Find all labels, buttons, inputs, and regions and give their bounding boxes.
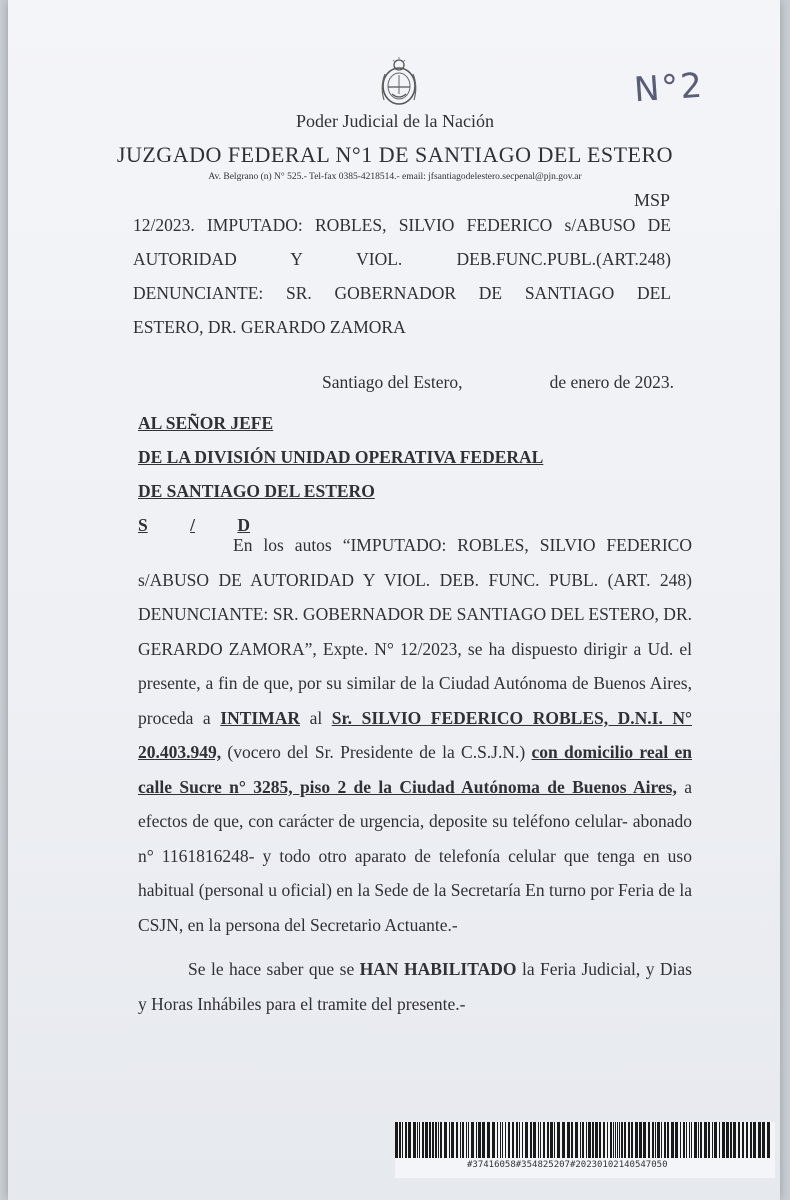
barcode-bar bbox=[648, 1122, 650, 1158]
barcode-bar bbox=[399, 1122, 401, 1158]
barcode-bar bbox=[667, 1122, 669, 1158]
barcode-bar bbox=[610, 1122, 612, 1158]
barcode-bar bbox=[592, 1122, 594, 1158]
barcode-bar bbox=[738, 1122, 740, 1158]
barcode-bar bbox=[671, 1122, 674, 1158]
barcode-bar bbox=[425, 1122, 428, 1158]
barcode-bar bbox=[419, 1122, 420, 1158]
barcode-bar bbox=[438, 1122, 439, 1158]
barcode-bar bbox=[758, 1122, 761, 1158]
barcode-bar bbox=[704, 1122, 707, 1158]
barcode-bar bbox=[435, 1122, 437, 1158]
barcode-bar bbox=[482, 1122, 485, 1158]
sd-letter: S bbox=[138, 515, 148, 535]
court-name: JUZGADO FEDERAL N°1 DE SANTIAGO DEL ESTERO bbox=[116, 142, 674, 167]
barcode-bar bbox=[595, 1122, 598, 1158]
handwritten-note: N°2 bbox=[632, 65, 706, 111]
barcode-bar bbox=[714, 1122, 717, 1158]
barcode-bar bbox=[719, 1122, 720, 1158]
barcode-bar bbox=[580, 1122, 581, 1158]
barcode-bar bbox=[525, 1122, 528, 1158]
initials: MSP bbox=[633, 190, 670, 210]
barcode-bar bbox=[680, 1122, 681, 1158]
paragraph-text: (vocero del Sr. Presidente de la C.S.J.N.) bbox=[227, 742, 526, 762]
barcode-bar bbox=[395, 1122, 398, 1158]
barcode-bar bbox=[533, 1122, 536, 1158]
barcode-bar bbox=[726, 1122, 729, 1158]
case-line: 12/2023. IMPUTADO: ROBLES, SILVIO FEDERICO s/ABUSO DE bbox=[133, 215, 671, 235]
barcode-bar bbox=[444, 1122, 447, 1158]
paragraph-text: la Feria Judicial, y Dias y Horas Inhábiles para el tramite del presente.- bbox=[138, 959, 692, 1014]
barcode-number: #37416058#354825207#20230102140547050 bbox=[467, 1160, 668, 1170]
barcode-bar bbox=[624, 1122, 626, 1158]
barcode bbox=[395, 1122, 771, 1158]
addressee-line: AL SEÑOR JEFE bbox=[138, 413, 274, 433]
barcode-bar bbox=[643, 1122, 646, 1158]
barcode-bar bbox=[657, 1122, 660, 1158]
barcode-bar bbox=[686, 1122, 687, 1158]
barcode-bar bbox=[417, 1122, 418, 1158]
paragraph-text: al bbox=[309, 707, 323, 728]
barcode-bar bbox=[402, 1122, 403, 1158]
barcode-bar bbox=[543, 1122, 545, 1158]
date-place: Santiago del Estero, bbox=[322, 372, 463, 392]
barcode-bar bbox=[571, 1122, 573, 1158]
barcode-bar bbox=[599, 1122, 601, 1158]
barcode-bar bbox=[746, 1122, 748, 1158]
barcode-bar bbox=[478, 1122, 481, 1158]
barcode-bar bbox=[582, 1122, 584, 1158]
barcode-bar bbox=[440, 1122, 442, 1158]
barcode-bar bbox=[631, 1122, 633, 1158]
barcode-bar bbox=[554, 1122, 555, 1158]
barcode-bar bbox=[449, 1122, 450, 1158]
barcode-bar bbox=[547, 1122, 549, 1158]
barcode-bar bbox=[456, 1122, 458, 1158]
addressee-block bbox=[138, 406, 543, 542]
barcode-bar bbox=[689, 1122, 690, 1158]
paragraph-text: a efectos de que, con carácter de urgencia, deposite su teléfono celular- abonado n° 1161816248- y todo otro aparato de telefonía celular que tenga en uso habitual (personal u oficial) en la Sede de la Secretaría En turno por Feria de la CSJN, en la persona del Secretario Actuante.- bbox=[138, 776, 693, 935]
barcode-bar bbox=[664, 1122, 666, 1158]
barcode-bar bbox=[712, 1122, 713, 1158]
person-identification: Sr. SILVIO FEDERICO ROBLES, D.N.I. N° 20.403.949, bbox=[138, 707, 693, 762]
barcode-bar bbox=[700, 1122, 702, 1158]
barcode-bar bbox=[639, 1122, 642, 1158]
barcode-bar bbox=[451, 1122, 454, 1158]
barcode-bar bbox=[753, 1122, 756, 1158]
barcode-bar bbox=[500, 1122, 501, 1158]
date-line bbox=[322, 372, 674, 393]
barcode-bar bbox=[408, 1122, 411, 1158]
barcode-bar bbox=[675, 1122, 678, 1158]
barcode-bar bbox=[530, 1122, 532, 1158]
paragraph-2 bbox=[138, 952, 692, 1021]
barcode-bar bbox=[586, 1122, 587, 1158]
barcode-bar bbox=[519, 1122, 520, 1158]
barcode-bar bbox=[476, 1122, 477, 1158]
barcode-bar bbox=[562, 1122, 565, 1158]
sd-letter: / bbox=[190, 515, 195, 535]
barcode-bar bbox=[505, 1122, 506, 1158]
paragraph-text: Se le hace saber que se bbox=[188, 959, 355, 979]
case-heading bbox=[133, 208, 671, 344]
barcode-bar bbox=[497, 1122, 498, 1158]
barcode-bar bbox=[468, 1122, 469, 1158]
barcode-bar bbox=[588, 1122, 591, 1158]
barcode-bar bbox=[502, 1122, 503, 1158]
sd-letter: D bbox=[237, 515, 250, 535]
barcode-bar bbox=[742, 1122, 744, 1158]
barcode-bar bbox=[516, 1122, 518, 1158]
barcode-bar bbox=[575, 1122, 578, 1158]
barcode-bar bbox=[615, 1122, 616, 1158]
barcode-bar bbox=[460, 1122, 461, 1158]
barcode-bar bbox=[655, 1122, 656, 1158]
barcode-bar bbox=[471, 1122, 474, 1158]
barcode-bar bbox=[487, 1122, 490, 1158]
barcode-bar bbox=[691, 1122, 692, 1158]
barcode-bar bbox=[621, 1122, 623, 1158]
barcode-bar bbox=[762, 1122, 765, 1158]
barcode-bar bbox=[413, 1122, 416, 1158]
barcode-bar bbox=[538, 1122, 539, 1158]
letter-body bbox=[138, 528, 692, 1021]
barcode-label bbox=[395, 1122, 775, 1178]
barcode-bar bbox=[512, 1122, 514, 1158]
barcode-bar bbox=[698, 1122, 699, 1158]
barcode-bar bbox=[550, 1122, 553, 1158]
barcode-bar bbox=[508, 1122, 510, 1158]
barcode-bar bbox=[557, 1122, 560, 1158]
barcode-bar bbox=[492, 1122, 495, 1158]
barcode-bar bbox=[730, 1122, 732, 1158]
habilitado-keyword: HAN HABILITADO bbox=[359, 959, 517, 979]
barcode-bar bbox=[422, 1122, 424, 1158]
barcode-bar bbox=[432, 1122, 434, 1158]
coat-of-arms-icon bbox=[376, 56, 422, 106]
barcode-bar bbox=[466, 1122, 467, 1158]
barcode-bar bbox=[635, 1122, 638, 1158]
home-address: con domicilio real en calle Sucre n° 3285, piso 2 de la Ciudad Autónoma de Buenos Aires, bbox=[138, 742, 693, 797]
date-rest: de enero de 2023. bbox=[549, 372, 674, 392]
barcode-bar bbox=[522, 1122, 523, 1158]
barcode-bar bbox=[603, 1122, 605, 1158]
barcode-bar bbox=[652, 1122, 654, 1158]
intimar-keyword: INTIMAR bbox=[220, 707, 300, 728]
case-line: AUTORIDAD Y VIOL. DEB.FUNC.PUBL.(ART.248) bbox=[133, 249, 671, 269]
barcode-bar bbox=[767, 1122, 770, 1158]
barcode-bar bbox=[619, 1122, 620, 1158]
case-line: ESTERO, DR. GERARDO ZAMORA bbox=[133, 317, 406, 337]
barcode-bar bbox=[567, 1122, 570, 1158]
barcode-bar bbox=[617, 1122, 618, 1158]
barcode-bar bbox=[733, 1122, 736, 1158]
barcode-bar bbox=[750, 1122, 752, 1158]
barcode-bar bbox=[429, 1122, 431, 1158]
addressee-line: DE LA DIVISIÓN UNIDAD OPERATIVA FEDERAL bbox=[138, 447, 544, 467]
barcode-bar bbox=[607, 1122, 608, 1158]
barcode-bar bbox=[462, 1122, 464, 1158]
barcode-bar bbox=[694, 1122, 697, 1158]
barcode-bar bbox=[628, 1122, 630, 1158]
barcode-bar bbox=[405, 1122, 407, 1158]
paragraph-text: En los autos “IMPUTADO: ROBLES, SILVIO FEDERICO s/ABUSO DE AUTORIDAD Y VIOL. DEB. FUNC. PUBL. (ART. 248) DENUNCIANTE: SR. GOBERNADOR DE SANTIAGO DEL ESTERO, DR. GERARDO ZAMORA”, Expte. N° 12/2023, se ha dispuesto dirigir a Ud. el presente, a fin de que, por su similar de la Ciudad Autónoma de Buenos Aires, proceda a bbox=[138, 535, 692, 728]
barcode-bar bbox=[683, 1122, 685, 1158]
addressee-line: DE SANTIAGO DEL ESTERO bbox=[138, 481, 375, 501]
barcode-bar bbox=[540, 1122, 541, 1158]
barcode-bar bbox=[661, 1122, 662, 1158]
court-address: Av. Belgrano (n) N° 525.- Tel-fax 0385-4218514.- email: jfsantiagodelestero.secpenal@pjn.gov.ar bbox=[208, 172, 582, 182]
barcode-bar bbox=[613, 1122, 614, 1158]
barcode-bar bbox=[708, 1122, 710, 1158]
institution-name: Poder Judicial de la Nación bbox=[296, 111, 494, 131]
barcode-bar bbox=[722, 1122, 725, 1158]
case-line: DENUNCIANTE: SR. GOBERNADOR DE SANTIAGO DEL bbox=[133, 283, 671, 303]
paragraph-1 bbox=[138, 528, 692, 942]
